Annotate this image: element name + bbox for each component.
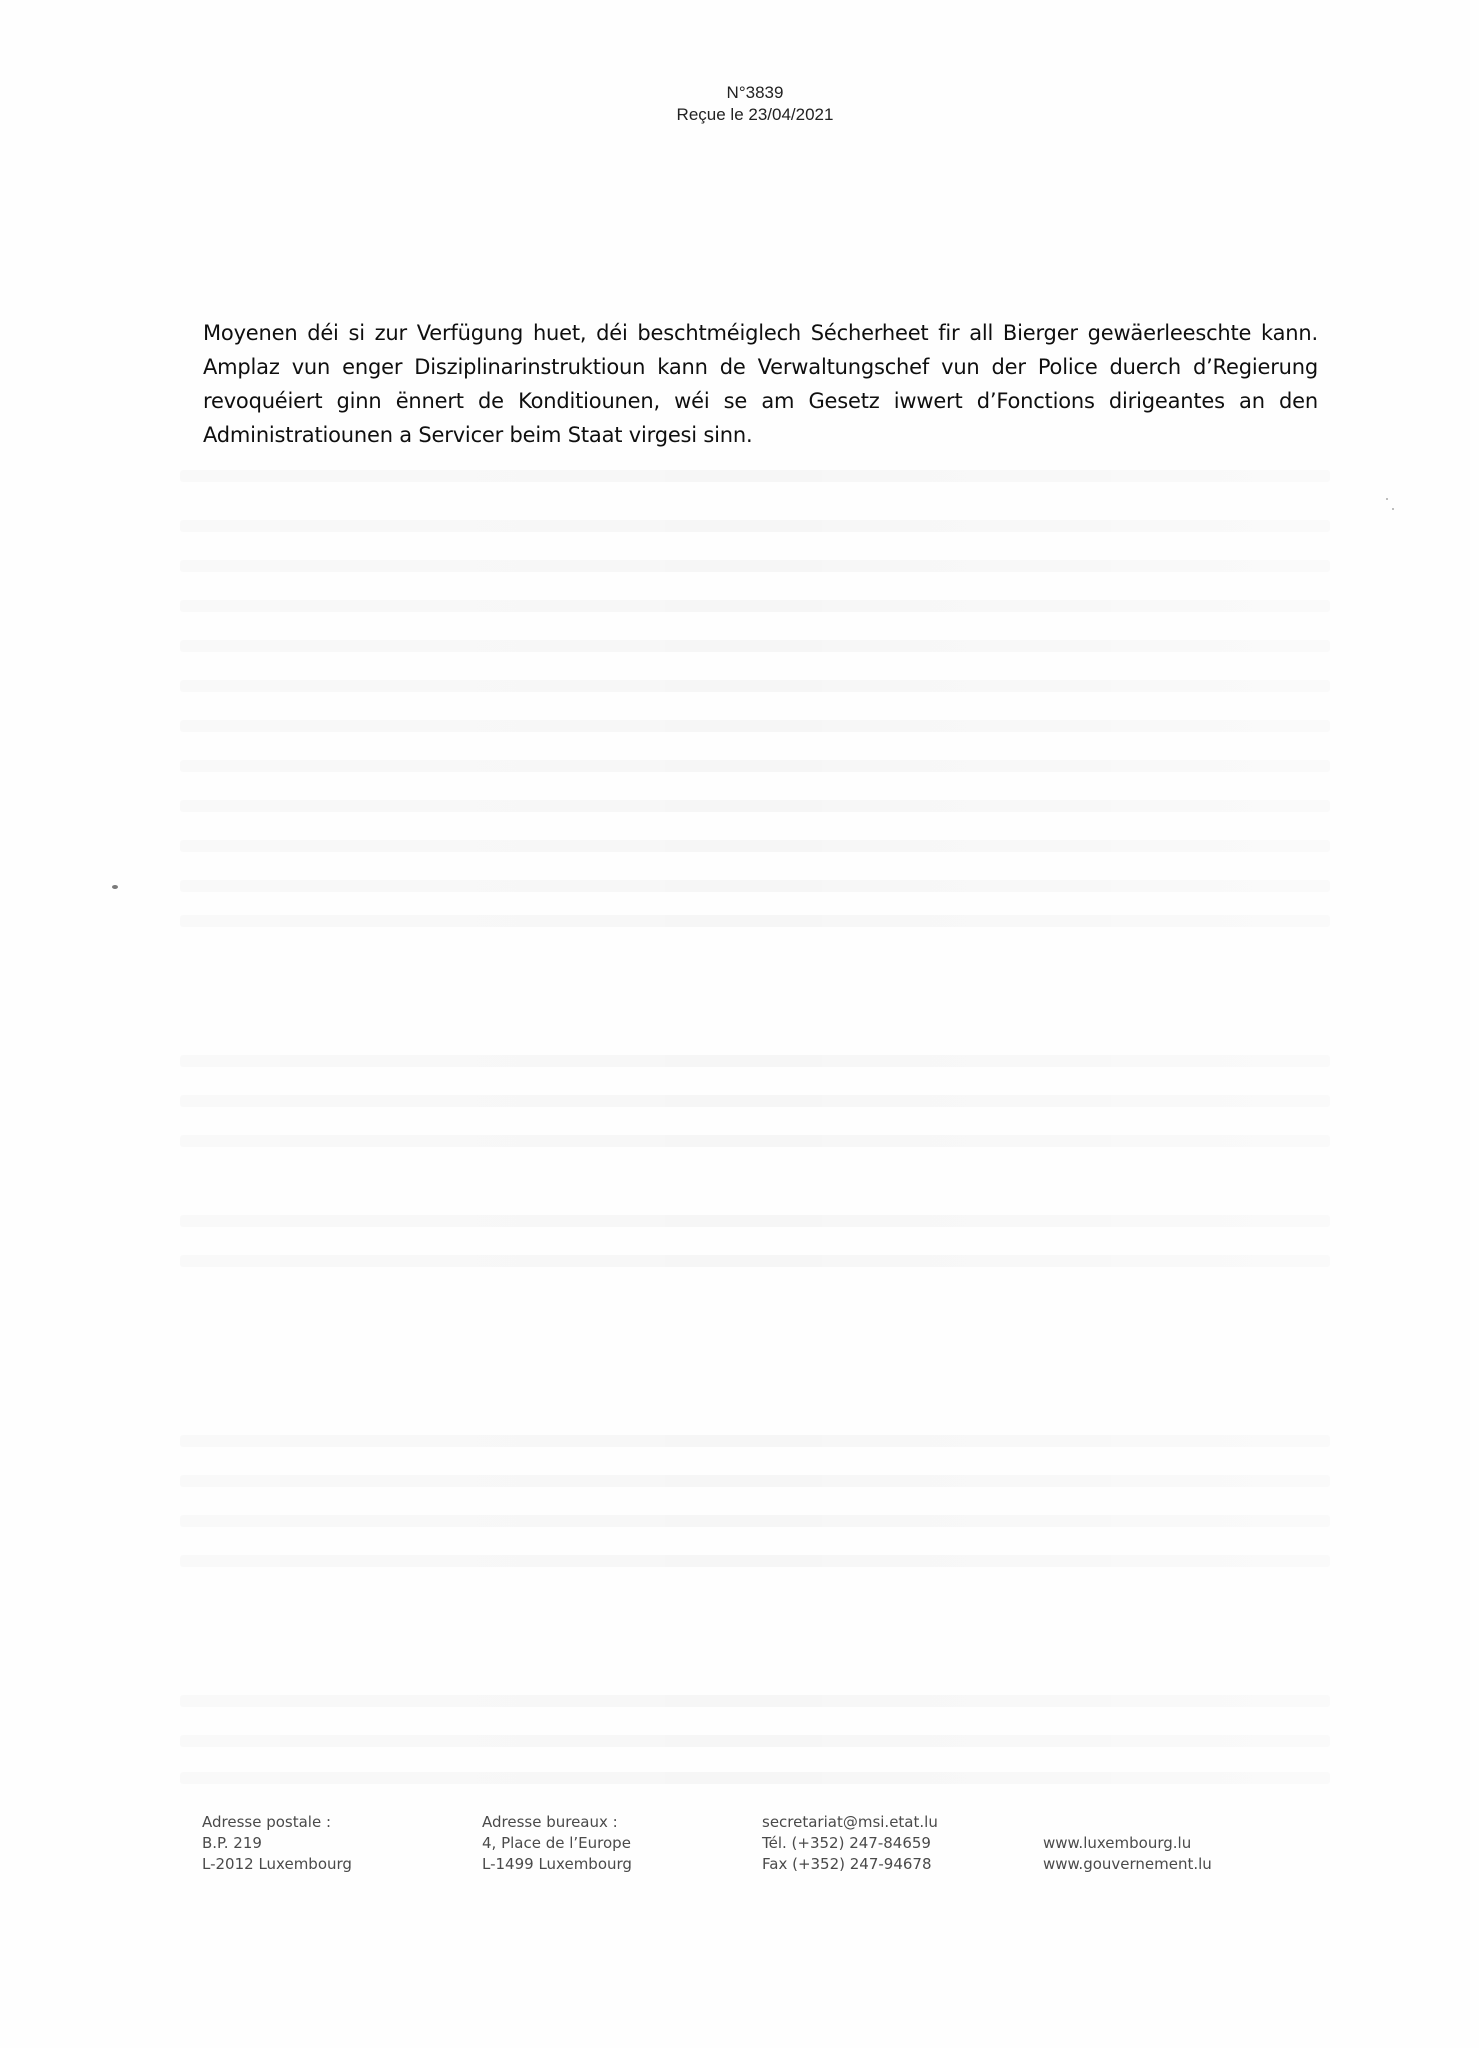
contact-info — [762, 1812, 938, 1875]
office-address-label: Adresse bureaux : — [482, 1813, 618, 1831]
bleed-through-line — [180, 1772, 1330, 1784]
document-number: N°3839 — [726, 83, 784, 102]
bleed-through-line — [180, 1055, 1330, 1067]
bleed-through-line — [180, 640, 1330, 652]
body-text — [203, 316, 1318, 452]
bleed-through-line — [180, 915, 1330, 927]
bleed-through-line — [180, 520, 1330, 532]
bleed-through-line — [180, 1215, 1330, 1227]
reception-stamp — [0, 82, 1479, 126]
bleed-through-line — [180, 1515, 1330, 1527]
website-gouvernement: www.gouvernement.lu — [1043, 1855, 1212, 1873]
postal-address-label: Adresse postale : — [202, 1813, 332, 1831]
bleed-through-line — [180, 1135, 1330, 1147]
bleed-through-line — [180, 1475, 1330, 1487]
bleed-through-line — [180, 880, 1330, 892]
bleed-through-line — [180, 800, 1330, 812]
body-paragraph: Moyenen déi si zur Verfügung huet, déi beschtméiglech Sécherheet fir all Bierger gewäerleeschte kann. Amplaz vun enger Disziplinarinstruktioun kann de Verwaltungschef vun der Police duerch d’Regierung revoquéiert ginn ënnert de Konditiounen, wéi se am Gesetz iwwert d’Fonctions dirigeantes an den Administratiounen a Servicer beim Staat virgesi sinn. — [203, 321, 1318, 447]
contact-fax: Fax (+352) 247-94678 — [762, 1855, 932, 1873]
received-date: Reçue le 23/04/2021 — [676, 105, 834, 124]
bleed-through-line — [180, 600, 1330, 612]
bleed-through-line — [180, 840, 1330, 852]
office-address — [482, 1812, 632, 1875]
website-luxembourg: www.luxembourg.lu — [1043, 1834, 1192, 1852]
postal-address-line: L-2012 Luxembourg — [202, 1855, 352, 1873]
bleed-through-line — [180, 1255, 1330, 1267]
bleed-through-line — [180, 1735, 1330, 1747]
bleed-through-line — [180, 1095, 1330, 1107]
bleed-through-line — [180, 560, 1330, 572]
office-address-line: 4, Place de l’Europe — [482, 1834, 631, 1852]
scan-speck — [112, 885, 118, 889]
bleed-through-line — [180, 1435, 1330, 1447]
contact-phone: Tél. (+352) 247-84659 — [762, 1834, 931, 1852]
office-address-line: L-1499 Luxembourg — [482, 1855, 632, 1873]
postal-address-line: B.P. 219 — [202, 1834, 262, 1852]
websites — [1043, 1833, 1212, 1875]
bleed-through-line — [180, 680, 1330, 692]
bleed-through-line — [180, 760, 1330, 772]
bleed-through-line — [180, 1555, 1330, 1567]
scan-speck — [1386, 498, 1388, 500]
bleed-through-line — [180, 1695, 1330, 1707]
bleed-through-line — [180, 470, 1330, 482]
scan-speck — [1392, 508, 1394, 510]
postal-address — [202, 1812, 352, 1875]
contact-email: secretariat@msi.etat.lu — [762, 1813, 938, 1831]
bleed-through-line — [180, 720, 1330, 732]
